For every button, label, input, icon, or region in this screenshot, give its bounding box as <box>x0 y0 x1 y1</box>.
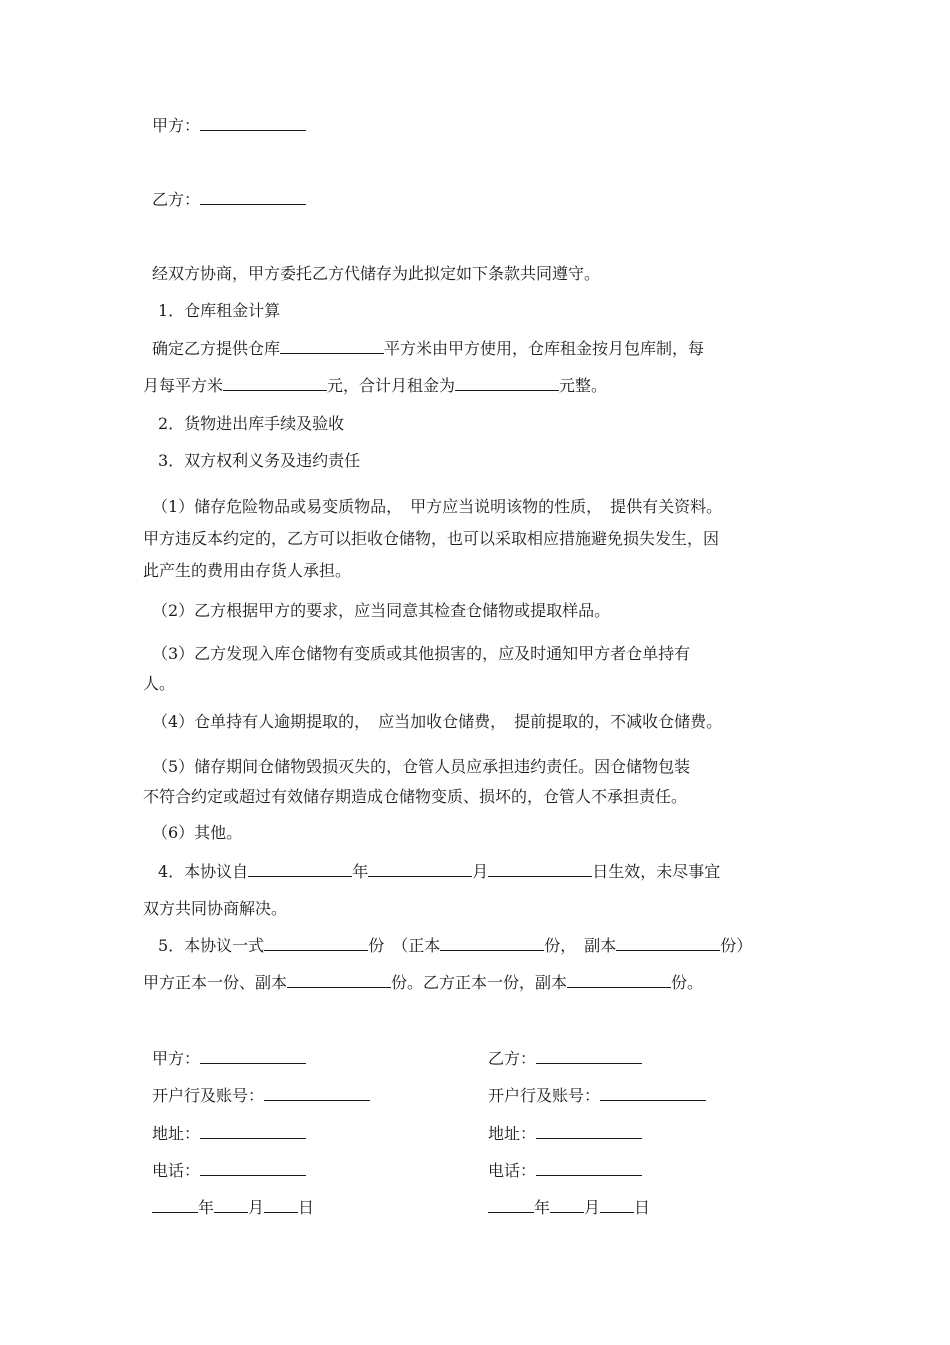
clause4-month: 月 <box>472 862 489 881</box>
clause3-item1-line3: 此产生的费用由存货人承担。 <box>143 561 352 580</box>
clause5-line1 <box>158 936 752 956</box>
sig-a-phone-line <box>152 1161 306 1181</box>
clause1-text-b: 平方米由甲方使用，仓库租金按月包库制，每 <box>384 339 705 358</box>
sig-a-year: 年 <box>198 1198 215 1217</box>
clause1-line2 <box>143 376 607 396</box>
clause3-item4: （4）仓单持有人逾期提取的， 应当加收仓储费， 提前提取的，不减收仓储费。 <box>152 712 723 731</box>
clause1-text-a: 确定乙方提供仓库 <box>152 339 281 358</box>
sig-b-address-blank[interactable] <box>536 1124 642 1139</box>
sig-a-month-blank[interactable] <box>214 1198 248 1213</box>
sig-b-year-blank[interactable] <box>488 1198 534 1213</box>
clause5-text-a: 甲方正本一份、副本 <box>143 973 288 992</box>
sig-b-address-label: 地址： <box>488 1124 537 1143</box>
sig-b-year: 年 <box>534 1198 551 1217</box>
party-b-duplicates-blank[interactable] <box>567 973 671 988</box>
sig-b-month: 月 <box>584 1198 601 1217</box>
intro-text: 经双方协商，甲方委托乙方代储存为此拟定如下条款共同遵守。 <box>152 264 601 283</box>
clause2-title: 2．货物进出库手续及验收 <box>158 414 345 433</box>
sig-a-day-blank[interactable] <box>264 1198 298 1213</box>
clause5-part2: 份， 副本 <box>544 936 617 955</box>
duplicates-blank[interactable] <box>616 936 720 951</box>
sig-a-year-blank[interactable] <box>152 1198 198 1213</box>
sig-a-phone-blank[interactable] <box>200 1161 306 1176</box>
sig-a-name-line <box>152 1049 306 1069</box>
clause4-line2: 双方共同协商解决。 <box>143 899 288 918</box>
effective-month-blank[interactable] <box>368 862 472 877</box>
clause1-text-c: 月每平方米 <box>143 376 224 395</box>
sig-b-day-blank[interactable] <box>600 1198 634 1213</box>
clause3-item2: （2）乙方根据甲方的要求，应当同意其检查仓储物或提取样品。 <box>152 601 611 620</box>
warehouse-area-blank[interactable] <box>280 339 384 354</box>
clause5-part1: 份 （正本 <box>368 936 441 955</box>
clause5-line2 <box>143 973 703 993</box>
clause3-item5-line1: （5）储存期间仓储物毁损灭失的，仓管人员应承担违约责任。因仓储物包装 <box>152 757 691 776</box>
clause1-line1 <box>152 339 704 359</box>
clause1-text-e: 元整。 <box>559 376 608 395</box>
party-a-header-line <box>152 116 306 136</box>
sig-b-phone-label: 电话： <box>488 1161 537 1180</box>
sig-b-phone-blank[interactable] <box>536 1161 642 1176</box>
sig-a-bank-label: 开户行及账号： <box>152 1086 265 1105</box>
monthly-rent-blank[interactable] <box>455 376 559 391</box>
party-b-header-line <box>152 190 306 210</box>
clause3-title: 3．双方权利义务及违约责任 <box>158 451 361 470</box>
sig-b-date-line <box>488 1198 650 1218</box>
party-a-label: 甲方： <box>152 116 201 135</box>
sig-b-bank-blank[interactable] <box>600 1086 706 1101</box>
clause1-title: 1．仓库租金计算 <box>158 301 281 320</box>
clause4-year: 年 <box>352 862 369 881</box>
clause4-suffix: 日生效，未尽事宜 <box>592 862 721 881</box>
unit-rent-blank[interactable] <box>223 376 327 391</box>
sig-b-day: 日 <box>634 1198 651 1217</box>
sig-a-address-line <box>152 1124 306 1144</box>
sig-b-name-label: 乙方： <box>488 1049 537 1068</box>
sig-a-phone-label: 电话： <box>152 1161 201 1180</box>
sig-b-name-line <box>488 1049 642 1069</box>
party-b-label: 乙方： <box>152 190 201 209</box>
sig-a-date-line <box>152 1198 314 1218</box>
clause5-text-b: 份。乙方正本一份，副本 <box>391 973 568 992</box>
sig-b-address-line <box>488 1124 642 1144</box>
sig-b-month-blank[interactable] <box>550 1198 584 1213</box>
sig-a-address-blank[interactable] <box>200 1124 306 1139</box>
effective-day-blank[interactable] <box>488 862 592 877</box>
clause3-item5-line2: 不符合约定或超过有效储存期造成仓储物变质、损坏的，仓管人不承担责任。 <box>143 787 688 806</box>
party-a-blank[interactable] <box>200 116 306 131</box>
clause3-item3-line1: （3）乙方发现入库仓储物有变质或其他损害的，应及时通知甲方者仓单持有 <box>152 644 691 663</box>
party-a-duplicates-blank[interactable] <box>287 973 391 988</box>
clause3-item1-line2: 甲方违反本约定的，乙方可以拒收仓储物，也可以采取相应措施避免损失发生，因 <box>143 529 720 548</box>
party-b-blank[interactable] <box>200 190 306 205</box>
clause3-item6: （6）其他。 <box>152 823 243 842</box>
sig-b-phone-line <box>488 1161 642 1181</box>
copies-total-blank[interactable] <box>264 936 368 951</box>
clause5-text-c: 份。 <box>671 973 704 992</box>
clause1-text-d: 元，合计月租金为 <box>327 376 456 395</box>
sig-a-day: 日 <box>298 1198 315 1217</box>
sig-a-month: 月 <box>248 1198 265 1217</box>
sig-b-bank-line <box>488 1086 706 1106</box>
originals-blank[interactable] <box>440 936 544 951</box>
clause5-part3: 份） <box>720 936 753 955</box>
clause4-line1 <box>158 862 720 882</box>
sig-b-bank-label: 开户行及账号： <box>488 1086 601 1105</box>
clause4-prefix: 4．本协议自 <box>158 862 249 881</box>
sig-a-address-label: 地址： <box>152 1124 201 1143</box>
clause3-item3-line2: 人。 <box>143 674 176 693</box>
sig-a-bank-line <box>152 1086 370 1106</box>
clause5-prefix: 5．本协议一式 <box>158 936 265 955</box>
effective-year-blank[interactable] <box>248 862 352 877</box>
sig-a-name-blank[interactable] <box>200 1049 306 1064</box>
sig-a-bank-blank[interactable] <box>264 1086 370 1101</box>
clause3-item1-line1: （1）储存危险物品或易变质物品， 甲方应当说明该物的性质， 提供有关资料。 <box>152 497 723 516</box>
sig-b-name-blank[interactable] <box>536 1049 642 1064</box>
sig-a-name-label: 甲方： <box>152 1049 201 1068</box>
